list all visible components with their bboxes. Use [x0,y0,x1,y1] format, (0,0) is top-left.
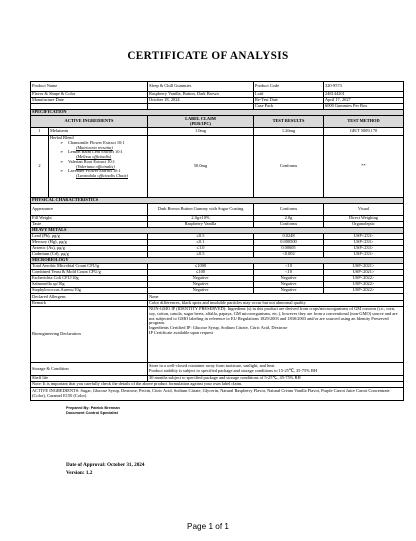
label-case-pack: Case Pack [254,104,324,110]
value-product-name: Sleep & Chill Gummies [148,82,254,92]
approval-block [66,461,144,478]
section-title: SPECIFICATION [31,110,404,116]
row-storage [31,363,404,376]
label-claim: 1.0mg [148,128,254,136]
value-flavor: Raspberry Vanilla, Button, Dark Brown [148,92,254,98]
row-bioengineering [31,307,404,363]
herb-latin: (Matricaria recutita) [76,144,113,150]
test-result: 0.00605 [254,246,324,252]
test-method: Direct Weighing [324,216,404,222]
prepared-role: Document Control Specialist [66,411,118,416]
value-remark: Color differences, black spots and insoluble particles may occur but not abnormal quality [148,301,404,307]
row-herbal-blend [31,136,404,198]
test-name: Arsenic (As), µg/g [31,246,148,252]
test-method: USP<2022> [324,276,404,282]
label-product-code: Product Code [254,82,324,92]
test-result: <10 [254,264,324,270]
test-method: USP<233> [324,234,404,240]
test-result: 0.0248 [254,234,324,240]
test-name: Cadmium (Cd), µg/g [31,252,148,258]
approval-date: Date of Approval: October 31, 2024 [66,462,145,468]
label-lot: Lot# [254,92,324,98]
prepared-by-block [66,406,120,416]
document-title: CERTIFICATE OF ANALYSIS [127,50,289,62]
value-storage: Store in a well-closed container away from moisture, sunlight, and heat. Product stability is subject to specified package and storage conditions to 15-25℃, 35-75% RH [148,363,404,376]
header-active-ingredients: ACTIVE INGREDIENTS [31,116,148,128]
test-result: Conforms [254,204,324,216]
row-number: 1 [31,128,49,136]
label-claim: ≤100 [148,270,254,276]
herb-name: Chamomile Flower Extract 10:1 [68,139,125,145]
test-name: Salmonella sp/10g [31,282,148,288]
test-method: USP<2021> [324,264,404,270]
test-method: USP<233> [324,240,404,246]
label-flavor: Flavor & Shape & Color [31,92,148,98]
header-test-results: TEST RESULTS [254,116,324,128]
value-product-code: 320-9573 [324,82,404,92]
herbal-blend-title: Herbal Blend [50,135,74,140]
header-test-method: TEST METHOD [324,116,404,128]
test-name: Fill Weight [31,216,148,222]
row-appearance [31,204,404,216]
test-result: Conforms [254,136,324,198]
label-claim: 50.0mg [148,136,254,198]
test-result: Negative [254,276,324,282]
row-melatonin [31,128,404,136]
label-claim: Negative [148,276,254,282]
herb-latin: (Melissa officinalis) [76,154,112,159]
test-name: Staphylococcus Aureus/10g [31,288,148,294]
test-result: Conforms [254,222,324,228]
test-method: USP<2021> [324,270,404,276]
test-name: Escherichia Coli CFU/10g [31,276,148,282]
herb-latin: (Lavandula officinalis Chaix) [76,173,128,178]
test-name: Appearance [31,204,148,216]
test-result: Negative [254,282,324,288]
label-storage: Storage & Condition [31,363,148,376]
test-name: Combined Yeast & Mold Count CFU/g [31,270,148,276]
herbal-list [50,141,146,179]
label-allergens: Declared Allergens [31,294,148,301]
label-retest-date: Re-Test Date [254,98,324,104]
test-method: USP<2022> [324,288,404,294]
test-method: Organoleptic [324,222,404,228]
coa-table [30,81,404,401]
value-allergens: None [148,294,404,301]
herb-name: Lavender Flower Extract 10:1 [68,168,121,174]
test-result: <10 [254,270,324,276]
label-claim: ≤1.0 [148,246,254,252]
label-claim: Dark Brown Button Gummy with Sugar Coating [148,204,254,216]
page-footer: Page 1 of 1 [187,522,229,531]
label-claim: ≤0.5 [148,252,254,258]
test-name: Taste [31,222,148,228]
herb-latin: (Valeriana officinalis) [76,163,115,169]
value-lot: 248144201 [324,92,404,98]
section-title: MICROBIOLOGY [31,258,404,264]
section-title: HEAVY METALS [31,228,404,234]
ingredient-name: Melatonin [49,128,148,136]
label-claim: Raspberry Vanilla [148,222,254,228]
row-product-name [31,82,404,92]
test-result: 0.000500 [254,240,324,246]
test-method: ** [324,136,404,198]
value-case-pack: 6000 Gummies Per Box [324,104,404,110]
header-label-claim: LABEL CLAIM (PER/1PC) [148,116,254,128]
label-remark: Remark [31,301,148,307]
label-claim: 2.0g±10% [148,216,254,222]
row-number: 2 [31,136,49,198]
label-manufacture-date: Manufacture Date [31,98,148,104]
value-retest-date: April 17, 2027 [324,98,404,104]
row-inactive-ingredients [31,388,404,401]
label-shelf-life: Shelf life [31,376,148,382]
test-method: GB/T 5009.170 [324,128,404,136]
label-claim: ≤0.5 [148,234,254,240]
test-name: Total Aerobic Microbial Count CFU/g [31,264,148,270]
test-result: 2.0g [254,216,324,222]
test-method: USP<2022> [324,282,404,288]
value-bioengineering: NON-GMO IP (IDENTITY PRESERVED): Ingredient (s) in this product are derived from crops/microorganisms of GM concern (i.e., corn, soy, cotton, canola, sugar beets, alfalfa, papaya, GM microorganisms, etc.), however they are from a conventional (non-GMO) source and are not subjected to GMO labeling in reference to EU Regulations 1829/2003 and 1830/2003 and/or are sourced using an Identity Preserved program. Ingredients Certified IP: Glucose Syrup, Sodium Citrate, Citric Acid, Dextrose IP Certificate available upon request [148,307,404,363]
value-shelf-life: 30 months subject to specified package and storage conditions of 5-25℃, 45-75% RH [148,376,404,382]
label-bioengineering: Bioengineering Declaration [31,307,148,363]
herb-name: Valerian Root Extract 10:1 [68,158,115,164]
herb-item [60,169,146,179]
test-name: Mercury (Hg), µg/g [31,240,148,246]
herb-name: Lemon Balm Leaf Extract 10:1 [68,149,123,155]
test-name: Lead (Pb), µg/g [31,234,148,240]
test-result: 1.26mg [254,128,324,136]
herbal-blend-cell [49,136,148,198]
value-note: Note: It is important that you carefully check the details of the above product formulation against your own label claim. [31,382,404,388]
label-claim: Negative [148,288,254,294]
test-method: USP<233> [324,246,404,252]
label-claim: ≤1000 [148,264,254,270]
test-result: Negative [254,288,324,294]
prepared-by: Prepared By: Patrick Brennan [66,406,120,410]
label-claim: ≤0.1 [148,240,254,246]
test-method: Visual [324,204,404,216]
section-title: PHYSICAL CHARACTERISTICS [31,198,404,204]
version: Version: 1.2 [66,470,93,477]
test-method: USP<233> [324,252,404,258]
test-result: <0.002 [254,252,324,258]
row-allergens [31,294,404,301]
value-manufacture-date: October 18, 2024 [148,98,254,104]
label-product-name: Product Name [31,82,148,92]
spec-header-row [31,116,404,128]
label-claim: Negative [148,282,254,288]
value-inactive-ingredients: ACTIVE INGREDIENTS: Sugar, Glucose Syrup, Dextrose, Pectin, Citric Acid, Sodium Citrate, Glycerin, Natural Raspberry Flavor, Natural Cream Vanilla Flavor, Purple Carrot Juice Carrot Concentrate (Color), Caramel E150 (Color) [31,388,404,401]
